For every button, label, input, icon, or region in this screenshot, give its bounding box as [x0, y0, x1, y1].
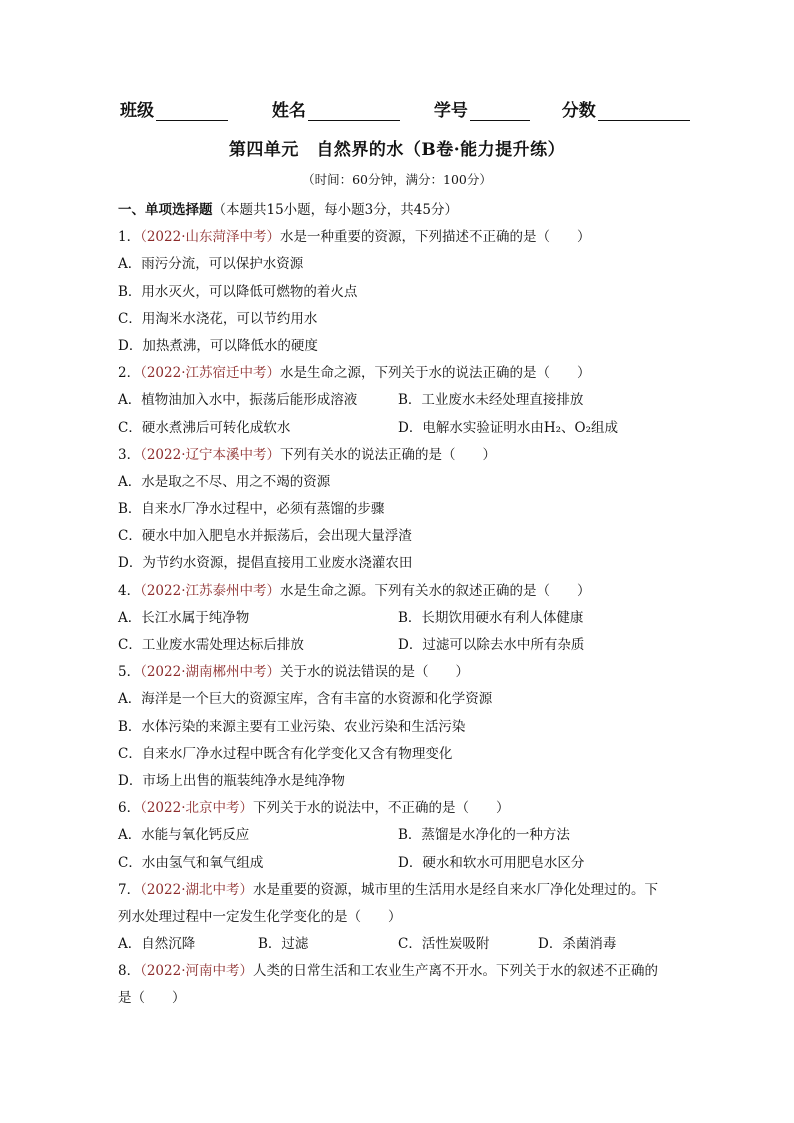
- question-source: （2022·河南中考）: [140, 963, 253, 980]
- option-c[interactable]: C．硬水煮沸后可转化成软水: [118, 419, 291, 436]
- option-a[interactable]: A．水能与氧化钙反应: [118, 827, 250, 844]
- option-a[interactable]: A．水是取之不尽、用之不竭的资源: [118, 473, 331, 490]
- question-stem: 6．（2022·北京中考）下列关于水的说法中，不正确的是（ ）: [118, 800, 510, 817]
- name-blank[interactable]: [308, 102, 400, 121]
- question-source: （2022·江苏宿迁中考）: [140, 365, 280, 382]
- question-stem: 3．（2022·辽宁本溪中考）下列有关水的说法正确的是（ ）: [118, 446, 496, 463]
- option-d[interactable]: D．电解水实验证明水由H₂、O₂组成: [398, 419, 618, 436]
- question-stem: 7．（2022·湖北中考）水是重要的资源，城市里的生活用水是经自来水厂净化处理过的。下: [118, 881, 658, 898]
- question-3: [118, 442, 678, 578]
- option-a[interactable]: A．自然沉降: [118, 936, 196, 953]
- option-row: [118, 822, 678, 849]
- question-source: （2022·北京中考）: [140, 800, 253, 817]
- option-row: [118, 632, 678, 659]
- student-id-blank[interactable]: [470, 102, 530, 121]
- question-source: （2022·山东菏泽中考）: [140, 229, 280, 246]
- question-list: [118, 197, 678, 1013]
- option-b[interactable]: B．工业废水未经处理直接排放: [398, 392, 584, 409]
- question-stem-continued: 列水处理过程中一定发生化学变化的是（ ）: [118, 908, 402, 925]
- option-c[interactable]: C．活性炭吸附: [398, 936, 490, 953]
- option-c[interactable]: C．硬水中加入肥皂水并振荡后，会出现大量浮渣: [118, 528, 412, 545]
- option-c[interactable]: C．水由氢气和氧气组成: [118, 854, 264, 871]
- question-4: [118, 578, 678, 660]
- option-a[interactable]: A．雨污分流，可以保护水资源: [118, 256, 304, 273]
- question-5: [118, 659, 678, 795]
- option-b[interactable]: B．过滤: [258, 936, 309, 953]
- option-d[interactable]: D．市场上出售的瓶装纯净水是纯净物: [118, 772, 345, 789]
- option-b[interactable]: B．自来水厂净水过程中，必须有蒸馏的步骤: [118, 501, 385, 518]
- question-stem: 1．（2022·山东菏泽中考）水是一种重要的资源，下列描述不正确的是（ ）: [118, 229, 591, 246]
- option-d[interactable]: D．加热煮沸，可以降低水的硬度: [118, 337, 318, 354]
- question-2: [118, 360, 678, 442]
- student-id-field[interactable]: 学号: [434, 96, 530, 121]
- option-row: [118, 415, 678, 442]
- question-stem: 4．（2022·江苏泰州中考）水是生命之源。下列有关水的叙述正确的是（ ）: [118, 582, 591, 599]
- student-info-header: [120, 96, 674, 121]
- question-1: [118, 224, 678, 360]
- question-source: （2022·湖南郴州中考）: [140, 664, 280, 681]
- exam-info: （时间：60分钟，满分：100分）: [302, 172, 492, 187]
- option-b[interactable]: B．用水灭火，可以降低可燃物的着火点: [118, 283, 358, 300]
- option-a[interactable]: A．长江水属于纯净物: [118, 609, 250, 626]
- option-b[interactable]: B．长期饮用硬水有利人体健康: [398, 609, 584, 626]
- option-d[interactable]: D．硬水和软水可用肥皂水区分: [398, 854, 585, 871]
- option-a[interactable]: A．植物油加入水中，振荡后能形成溶液: [118, 392, 358, 409]
- score-blank[interactable]: [598, 102, 690, 121]
- option-b[interactable]: B．水体污染的来源主要有工业污染、农业污染和生活污染: [118, 718, 466, 735]
- name-field[interactable]: 姓名: [272, 96, 400, 121]
- question-source: （2022·湖北中考）: [140, 881, 253, 898]
- question-stem: 5．（2022·湖南郴州中考）关于水的说法错误的是（ ）: [118, 664, 469, 681]
- score-field[interactable]: 分数: [562, 96, 690, 121]
- question-stem-continued: 是（ ）: [118, 990, 186, 1007]
- question-source: （2022·江苏泰州中考）: [140, 582, 280, 599]
- question-stem: 2．（2022·江苏宿迁中考）水是生命之源，下列关于水的说法正确的是（ ）: [118, 365, 591, 382]
- option-c[interactable]: C．自来水厂净水过程中既含有化学变化又含有物理变化: [118, 745, 453, 762]
- option-row: [118, 605, 678, 632]
- class-blank[interactable]: [156, 102, 228, 121]
- class-field[interactable]: 班级: [120, 96, 228, 121]
- option-row: [118, 931, 678, 958]
- option-d[interactable]: D．为节约水资源，提倡直接用工业废水浇灌农田: [118, 555, 413, 572]
- question-8: [118, 958, 678, 1012]
- section-heading: 一、单项选择题（本题共15小题，每小题3分，共45分）: [118, 202, 458, 218]
- option-c[interactable]: C．工业废水需处理达标后排放: [118, 637, 304, 653]
- question-6: [118, 795, 678, 877]
- page-title: 第四单元 自然界的水（B卷·能力提升练）: [228, 140, 566, 160]
- option-row: [118, 850, 678, 877]
- question-source: （2022·辽宁本溪中考）: [140, 446, 280, 463]
- question-7: [118, 877, 678, 959]
- option-d[interactable]: D．杀菌消毒: [538, 936, 617, 953]
- question-stem: 8．（2022·河南中考）人类的日常生活和工农业生产离不开水。下列关于水的叙述不正确的: [118, 963, 658, 980]
- option-b[interactable]: B．蒸馏是水净化的一种方法: [398, 827, 570, 844]
- option-c[interactable]: C．用淘米水浇花，可以节约用水: [118, 310, 318, 327]
- option-d[interactable]: D．过滤可以除去水中所有杂质: [398, 637, 585, 653]
- option-a[interactable]: A．海洋是一个巨大的资源宝库，含有丰富的水资源和化学资源: [118, 691, 493, 708]
- option-row: [118, 387, 678, 414]
